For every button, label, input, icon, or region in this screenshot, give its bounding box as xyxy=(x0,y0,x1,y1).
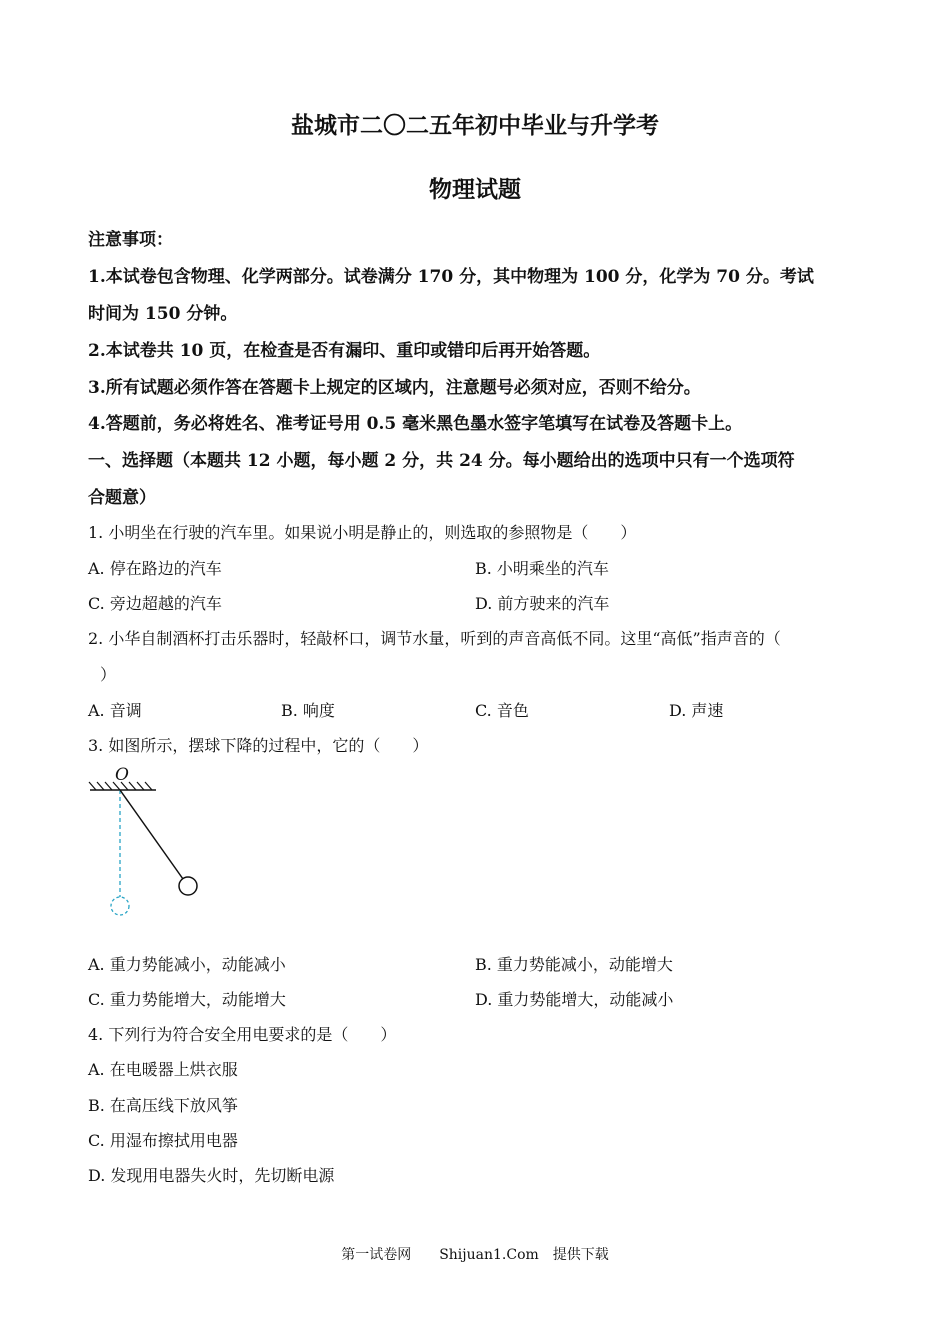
section-heading-line-1: 一、选择题（本题共 12 小题，每小题 2 分，共 24 分。每小题给出的选项中只有一个选项符 xyxy=(88,451,795,471)
notice-item-2: 2.本试卷共 10 页，在检查是否有漏印、重印或错印后再开始答题。 xyxy=(88,341,601,361)
question-2-option-d: D. 声速 xyxy=(669,701,724,720)
question-4-option-d: D. 发现用电器失火时，先切断电源 xyxy=(88,1166,335,1185)
notice-heading: 注意事项： xyxy=(88,230,173,250)
question-4-option-a: A. 在电暖器上烘衣服 xyxy=(88,1060,238,1079)
exam-title: 盐城市二〇二五年初中毕业与升学考 xyxy=(291,112,659,139)
lowest-position-ball xyxy=(111,897,129,915)
question-3-option-c: C. 重力势能增大，动能增大 xyxy=(88,990,286,1009)
question-2-stem-line-2: ） xyxy=(100,665,117,684)
question-3-option-b: B. 重力势能减小，动能增大 xyxy=(475,955,673,974)
question-1-option-c: C. 旁边超越的汽车 xyxy=(88,594,222,613)
question-1-option-b: B. 小明乘坐的汽车 xyxy=(475,559,609,578)
question-1-option-a: A. 停在路边的汽车 xyxy=(88,559,222,578)
notice-item-1-line-1: 1.本试卷包含物理、化学两部分。试卷满分 170 分，其中物理为 100 分，化学为 70 分。考试 xyxy=(88,267,814,287)
question-4-option-c: C. 用湿布擦拭用电器 xyxy=(88,1131,238,1150)
question-2-option-b: B. 响度 xyxy=(281,701,335,720)
question-4-stem: 4. 下列行为符合安全用电要求的是（ ） xyxy=(88,1025,397,1044)
pendulum-string xyxy=(120,790,183,879)
exam-subtitle: 物理试题 xyxy=(429,176,521,203)
question-3-option-d: D. 重力势能增大，动能减小 xyxy=(475,990,674,1009)
notice-item-1-line-2: 时间为 150 分钟。 xyxy=(88,304,238,324)
pendulum-figure xyxy=(84,778,214,923)
page-footer: 第一试卷网 Shijuan1.Com 提供下载 xyxy=(341,1247,609,1263)
question-1-option-d: D. 前方驶来的汽车 xyxy=(475,594,610,613)
pivot-label: O xyxy=(115,765,129,785)
pendulum-ball xyxy=(179,877,197,895)
question-2-option-a: A. 音调 xyxy=(88,701,142,720)
question-4-option-b: B. 在高压线下放风筝 xyxy=(88,1096,238,1115)
question-3-option-a: A. 重力势能减小，动能减小 xyxy=(88,955,286,974)
question-1-stem: 1. 小明坐在行驶的汽车里。如果说小明是静止的，则选取的参照物是（ ） xyxy=(88,523,637,542)
question-2-option-c: C. 音色 xyxy=(475,701,529,720)
ceiling-hatching xyxy=(89,782,152,790)
notice-item-4: 4.答题前，务必将姓名、准考证号用 0.5 毫米黑色墨水签字笔填写在试卷及答题卡上。 xyxy=(88,414,743,434)
question-2-stem-line-1: 2. 小华自制酒杯打击乐器时，轻敲杯口，调节水量，听到的声音高低不同。这里“高低”指声音的（ xyxy=(88,629,781,648)
notice-item-3: 3.所有试题必须作答在答题卡上规定的区域内，注意题号必须对应，否则不给分。 xyxy=(88,378,701,398)
question-3-stem: 3. 如图所示，摆球下降的过程中，它的（ ） xyxy=(88,736,429,755)
section-heading-line-2: 合题意） xyxy=(88,488,156,508)
